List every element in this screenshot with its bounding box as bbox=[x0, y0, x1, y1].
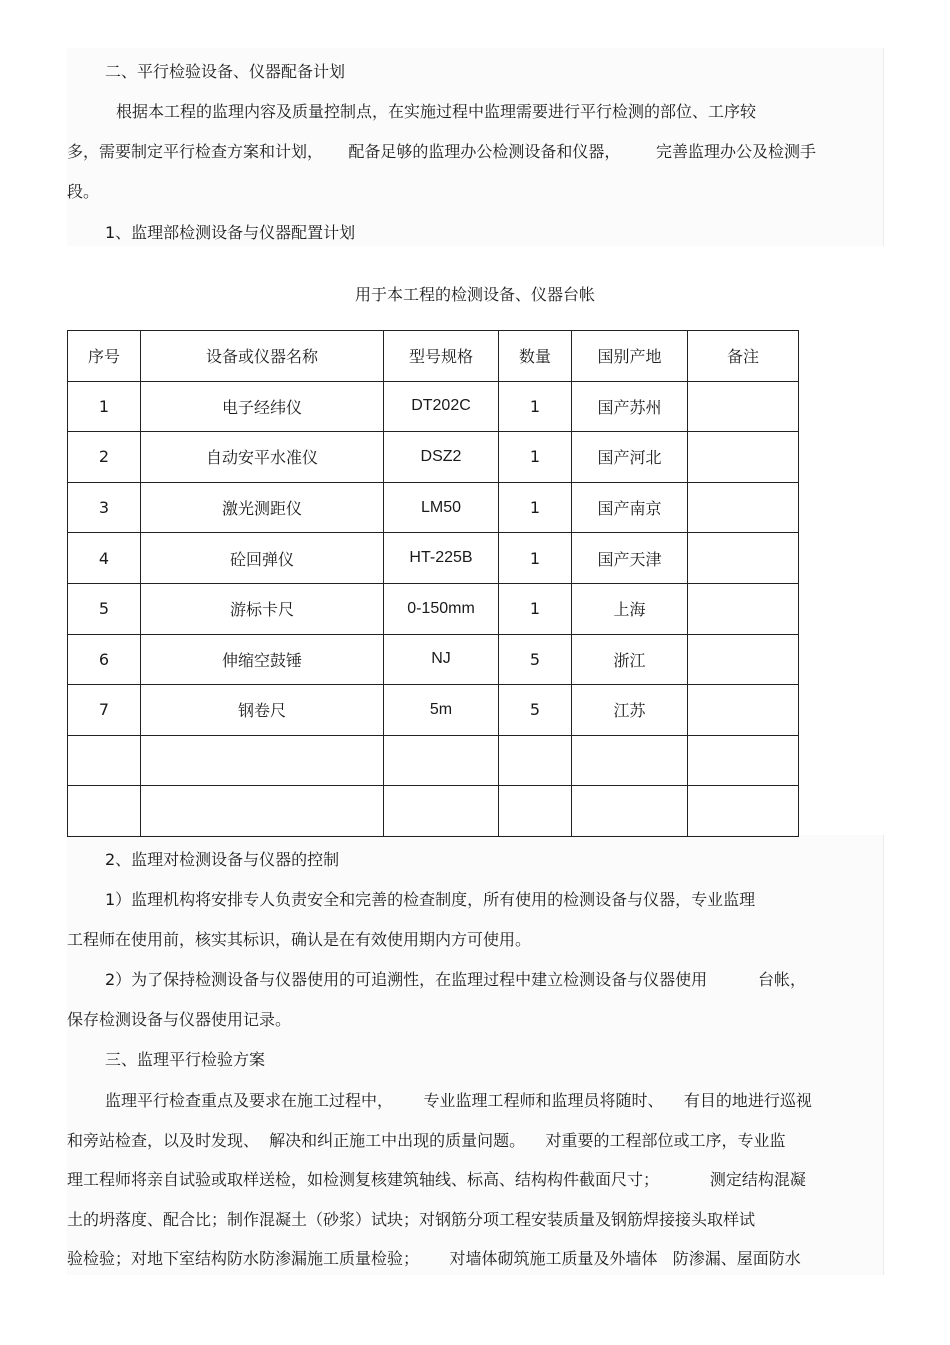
table-row bbox=[68, 482, 799, 533]
table-row bbox=[68, 583, 799, 634]
table-cell bbox=[688, 583, 799, 634]
table-cell bbox=[384, 735, 499, 786]
table-cell: 1 bbox=[499, 432, 572, 483]
header-cell: 型号规格 bbox=[384, 331, 499, 382]
table-caption: 用于本工程的检测设备、仪器台帐 bbox=[354, 285, 595, 304]
table-row bbox=[68, 381, 799, 432]
table-cell bbox=[572, 735, 688, 786]
table-cell: 伸缩空鼓锤 bbox=[141, 634, 384, 685]
subsection-heading: 2、监理对检测设备与仪器的控制 bbox=[105, 850, 340, 869]
table-cell bbox=[141, 735, 384, 786]
table-cell: 5 bbox=[499, 685, 572, 736]
table-cell: DT202C bbox=[384, 381, 499, 432]
table-cell: 江苏 bbox=[572, 685, 688, 736]
table-cell: 2 bbox=[68, 432, 141, 483]
table-cell: 钢卷尺 bbox=[141, 685, 384, 736]
table-row bbox=[68, 533, 799, 584]
table-row bbox=[68, 685, 799, 736]
body-line: 1）监理机构将安排专人负责安全和完善的检查制度，所有使用的检测设备与仪器，专业监理 bbox=[105, 890, 756, 909]
table-cell bbox=[688, 381, 799, 432]
table-cell bbox=[688, 634, 799, 685]
table-cell: 国产南京 bbox=[572, 482, 688, 533]
table-row bbox=[68, 786, 799, 837]
table-cell: 上海 bbox=[572, 583, 688, 634]
body-line: 土的坍落度、配合比；制作混凝土（砂浆）试块；对钢筋分项工程安装质量及钢筋焊接接头取样试 bbox=[67, 1210, 756, 1229]
table-cell: NJ bbox=[384, 634, 499, 685]
table-cell bbox=[688, 482, 799, 533]
subsection-heading: 1、监理部检测设备与仪器配置计划 bbox=[105, 223, 356, 242]
table-cell: 1 bbox=[499, 533, 572, 584]
body-line: 工程师在使用前，核实其标识，确认是在有效使用期内方可使用。 bbox=[67, 930, 532, 949]
table-cell: 5 bbox=[68, 583, 141, 634]
table-cell: 0-150mm bbox=[384, 583, 499, 634]
table-cell bbox=[688, 685, 799, 736]
table-cell: 国产苏州 bbox=[572, 381, 688, 432]
body-line: 验检验；对地下室结构防水防渗漏施工质量检验； 对墙体砌筑施工质量及外墙体 防渗漏、屋面防水 bbox=[67, 1249, 801, 1268]
table-cell bbox=[572, 786, 688, 837]
section-heading: 二、平行检验设备、仪器配备计划 bbox=[105, 62, 346, 81]
table-row bbox=[68, 432, 799, 483]
table-cell: 6 bbox=[68, 634, 141, 685]
table-cell: 5 bbox=[499, 634, 572, 685]
table-cell: 3 bbox=[68, 482, 141, 533]
table-cell: 激光测距仪 bbox=[141, 482, 384, 533]
table-header-row bbox=[68, 331, 799, 382]
body-line: 理工程师将亲自试验或取样送检，如检测复核建筑轴线、标高、结构构件截面尺寸； 测定结构混凝 bbox=[67, 1170, 806, 1189]
intro-line: 段。 bbox=[67, 182, 100, 201]
table-cell: 1 bbox=[68, 381, 141, 432]
table-cell: 1 bbox=[499, 482, 572, 533]
table-cell: 电子经纬仪 bbox=[141, 381, 384, 432]
header-cell: 备注 bbox=[688, 331, 799, 382]
table-cell bbox=[68, 735, 141, 786]
table-cell: 国产天津 bbox=[572, 533, 688, 584]
header-cell: 序号 bbox=[68, 331, 141, 382]
table-cell bbox=[68, 786, 141, 837]
table-cell bbox=[499, 786, 572, 837]
header-cell: 数量 bbox=[499, 331, 572, 382]
table-cell: 自动安平水准仪 bbox=[141, 432, 384, 483]
header-cell: 国别产地 bbox=[572, 331, 688, 382]
body-line: 和旁站检查，以及时发现、 解决和纠正施工中出现的质量问题。 对重要的工程部位或工序，专业监 bbox=[67, 1131, 786, 1150]
table-cell: 4 bbox=[68, 533, 141, 584]
table-cell bbox=[688, 432, 799, 483]
header-cell: 设备或仪器名称 bbox=[141, 331, 384, 382]
table-cell: 5m bbox=[384, 685, 499, 736]
body-line: 2）为了保持检测设备与仪器使用的可追溯性，在监理过程中建立检测设备与仪器使用 台帐， bbox=[105, 970, 807, 989]
table-cell bbox=[384, 786, 499, 837]
table-body bbox=[68, 331, 799, 837]
intro-line: 根据本工程的监理内容及质量控制点，在实施过程中监理需要进行平行检测的部位、工序较 bbox=[116, 102, 757, 121]
table-cell: 浙江 bbox=[572, 634, 688, 685]
body-line: 保存检测设备与仪器使用记录。 bbox=[67, 1010, 292, 1029]
table-cell: DSZ2 bbox=[384, 432, 499, 483]
body-line: 监理平行检查重点及要求在施工过程中， 专业监理工程师和监理员将随时、 有目的地进行巡视 bbox=[105, 1091, 812, 1110]
table-cell: 国产河北 bbox=[572, 432, 688, 483]
table-cell: 砼回弹仪 bbox=[141, 533, 384, 584]
table-cell bbox=[688, 786, 799, 837]
table-cell bbox=[688, 533, 799, 584]
section-heading: 三、监理平行检验方案 bbox=[105, 1050, 266, 1069]
table-cell: HT-225B bbox=[384, 533, 499, 584]
table-cell: 1 bbox=[499, 583, 572, 634]
table-cell bbox=[499, 735, 572, 786]
table-row bbox=[68, 634, 799, 685]
table-cell: 7 bbox=[68, 685, 141, 736]
table-cell bbox=[688, 735, 799, 786]
table-cell: 1 bbox=[499, 381, 572, 432]
table-cell: 游标卡尺 bbox=[141, 583, 384, 634]
table-cell bbox=[141, 786, 384, 837]
equipment-ledger-table bbox=[67, 330, 799, 837]
table-row bbox=[68, 735, 799, 786]
intro-line: 多，需要制定平行检查方案和计划， 配备足够的监理办公检测设备和仪器， 完善监理办公及检测手 bbox=[67, 142, 817, 161]
table-cell: LM50 bbox=[384, 482, 499, 533]
